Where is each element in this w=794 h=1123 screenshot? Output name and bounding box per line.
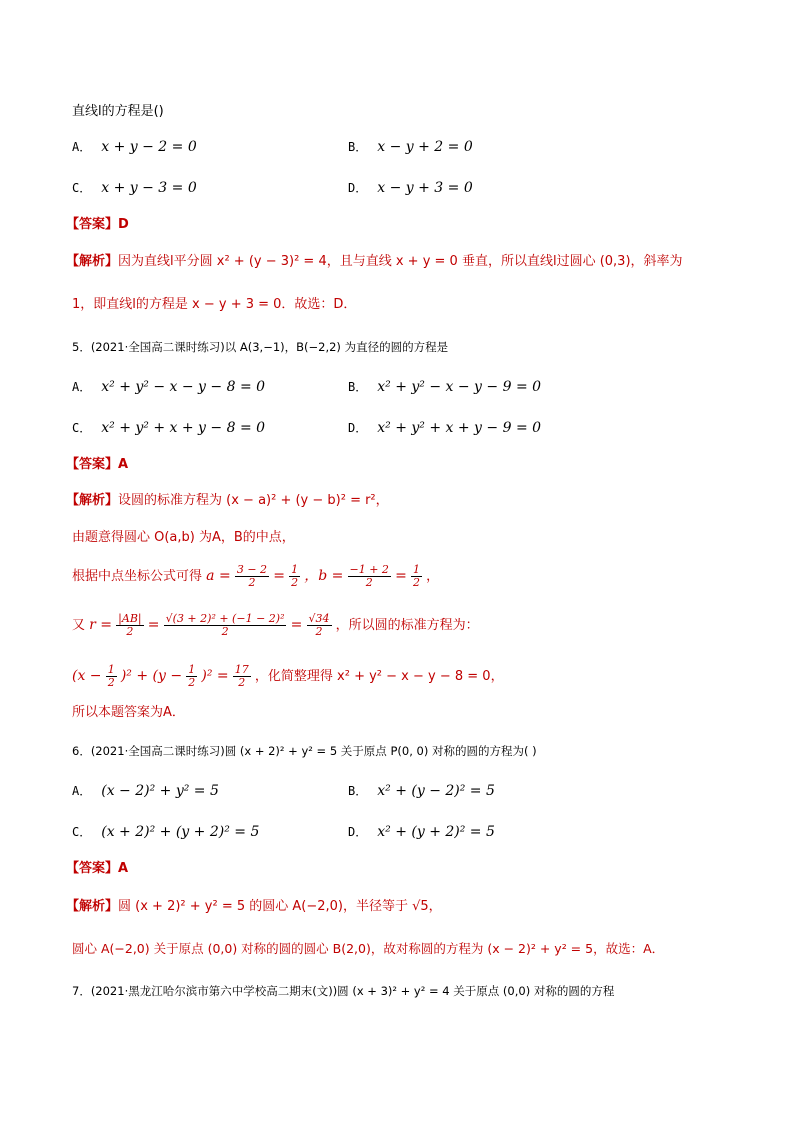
q5-line5-c: )² = [201, 668, 229, 684]
q5-line3-pre: 根据中点坐标公式可得 [72, 569, 203, 584]
q5-analysis-tag: 【解析】 [66, 493, 119, 508]
q5-line3-b: ，b = [304, 568, 344, 584]
q6-analysis-line2: 圆心 A(−2,0) 关于原点 (0,0) 对称的圆的圆心 B(2,0)，故对称圆的方程为 (x − 2)² + y² = 5，故选：A． [72, 941, 665, 956]
q4-analysis-tag: 【解析】 [66, 254, 119, 269]
q6-option-b[interactable] [348, 782, 495, 801]
q5-option-b[interactable] [348, 378, 541, 397]
q5-stem: 5．(2021·全国高二课时练习)以 A(3,−1)，B(−2,2) 为直径的圆的方程是 [72, 340, 449, 354]
q5-line4-eq1: = [147, 617, 160, 633]
q6-stem: 6．(2021·全国高二课时练习)圆 (x + 2)² + y² = 5 关于原点 P(0, 0) 对称的圆的方程为( ) [72, 744, 537, 758]
q5-line3-eq1: = [273, 568, 285, 584]
q4-option-a-label: A． [72, 140, 92, 154]
q6-option-d[interactable] [348, 823, 495, 842]
q6-option-c[interactable] [72, 823, 259, 842]
q5-option-a-label: A． [72, 380, 92, 394]
q6-option-b-expr: x² + (y − 2)² = 5 [377, 783, 495, 799]
q4-answer-value: D [118, 217, 129, 232]
q5-line5-frac2-num: 1 [188, 663, 196, 676]
q5-line3-frac4-den: 2 [412, 576, 420, 589]
q4-option-d-expr: x − y + 3 = 0 [377, 180, 473, 196]
q5-analysis-line3 [72, 561, 439, 592]
q4-option-c[interactable] [72, 179, 197, 198]
q5-line4-r: r = [89, 617, 113, 633]
q6-option-a-label: A． [72, 784, 92, 798]
q6-option-d-label: D． [348, 825, 368, 839]
q5-option-d-expr: x² + y² + x + y − 9 = 0 [377, 420, 542, 436]
q5-line4-frac3-den: 2 [315, 625, 323, 638]
q6-answer-tag: 【答案】 [66, 861, 119, 876]
q6-option-c-expr: (x + 2)² + (y + 2)² = 5 [101, 824, 260, 840]
q6-analysis-line1 [66, 898, 442, 916]
q5-option-a-expr: x² + y² − x − y − 8 = 0 [101, 379, 266, 395]
q4-option-b-label: B． [348, 140, 368, 154]
q6-option-b-label: B． [348, 784, 368, 798]
q4-option-a-expr: x + y − 2 = 0 [101, 139, 197, 155]
q6-analysis-tag: 【解析】 [66, 899, 119, 914]
q5-line5-b: )² + (y − [120, 668, 183, 684]
q4-analysis-line2: 1，即直线l的方程是 x − y + 3 = 0．故选：D． [72, 297, 357, 312]
q6-option-d-expr: x² + (y + 2)² = 5 [377, 824, 495, 840]
q5-line3-a: a = [206, 568, 231, 584]
q5-option-a[interactable] [72, 378, 265, 397]
q5-option-c[interactable] [72, 419, 265, 438]
q7-stem: 7．(2021·黑龙江哈尔滨市第六中学校高二期末(文))圆 (x + 3)² + y² = 4 关于原点 (0,0) 对称的圆的方程 [72, 984, 615, 998]
q5-line3-frac1-num: 3 − 2 [236, 563, 268, 576]
q5-line4-frac1 [116, 613, 143, 638]
q5-analysis-text1: 设圆的标准方程为 (x − a)² + (y − b)² = r²， [118, 493, 389, 508]
q5-line4-frac1-den: 2 [126, 625, 134, 638]
q5-line5-frac3-den: 2 [238, 676, 246, 689]
q5-line5-frac3 [233, 664, 251, 689]
q5-option-c-expr: x² + y² + x + y − 8 = 0 [101, 420, 266, 436]
q4-option-c-expr: x + y − 3 = 0 [101, 180, 197, 196]
q4-option-b[interactable] [348, 138, 473, 157]
q5-line4-pre: 又 [72, 618, 86, 633]
q5-analysis-line2: 由题意得圆心 O(a,b) 为A，B的中点， [72, 530, 295, 545]
q6-answer [66, 860, 128, 878]
q5-line3-frac4 [411, 564, 422, 589]
q5-line4-frac2 [164, 613, 287, 638]
q5-line3-frac3 [348, 564, 391, 589]
q5-answer-tag: 【答案】 [66, 457, 119, 472]
q5-line3-frac3-den: 2 [365, 576, 373, 589]
q5-analysis-line6: 所以本题答案为A． [72, 705, 185, 720]
q5-analysis-line4 [72, 609, 479, 642]
q5-line4-frac1-num: |AB| [118, 612, 142, 625]
q5-analysis-line5 [72, 661, 504, 692]
q5-line5-post: ，化简整理得 x² + y² − x − y − 8 = 0， [254, 669, 504, 684]
q5-line4-frac2-den: 2 [221, 625, 229, 638]
q5-line5-frac2-den: 2 [188, 676, 196, 689]
q5-option-d-label: D． [348, 421, 368, 435]
q5-line4-post: ，所以圆的标准方程为： [335, 618, 479, 633]
q5-line3-eq2: = [395, 568, 407, 584]
q5-line3-frac1 [235, 564, 269, 589]
q5-line3-frac4-num: 1 [412, 563, 420, 576]
q4-option-d[interactable] [348, 179, 473, 198]
q5-option-b-expr: x² + y² − x − y − 9 = 0 [377, 379, 542, 395]
q5-line3-frac2-den: 2 [291, 576, 299, 589]
q5-option-b-label: B． [348, 380, 368, 394]
q4-option-a[interactable] [72, 138, 197, 157]
q5-analysis-line1 [66, 492, 389, 510]
q4-analysis-text1: 因为直线l平分圆 x² + (y − 3)² = 4，且与直线 x + y = 0 垂直，所以直线l过圆心 (0,3)，斜率为 [118, 254, 683, 269]
q6-option-a-expr: (x − 2)² + y² = 5 [101, 783, 219, 799]
q5-line3-end: ， [426, 569, 440, 584]
q5-answer [66, 456, 128, 474]
q6-option-a[interactable] [72, 782, 219, 801]
q4-option-d-label: D． [348, 181, 368, 195]
q4-stem: 直线l的方程是() [72, 104, 164, 119]
q5-line5-frac1-num: 1 [107, 663, 115, 676]
q5-line5-frac2 [186, 664, 197, 689]
q5-option-d[interactable] [348, 419, 541, 438]
q5-line3-frac1-den: 2 [248, 576, 256, 589]
q5-line3-frac3-num: −1 + 2 [349, 563, 389, 576]
q4-option-c-label: C． [72, 181, 92, 195]
q5-line4-eq2: = [290, 617, 303, 633]
q5-line5-a: (x − [72, 668, 102, 684]
q4-analysis-line1 [66, 253, 683, 271]
q6-analysis-text1: 圆 (x + 2)² + y² = 5 的圆心 A(−2,0)，半径等于 √5， [118, 899, 442, 914]
q5-line3-frac2 [289, 564, 300, 589]
q6-option-c-label: C． [72, 825, 92, 839]
q5-line4-frac3-num: √34 [308, 612, 330, 625]
q6-answer-value: A [118, 861, 129, 876]
q5-answer-value: A [118, 457, 129, 472]
q4-option-b-expr: x − y + 2 = 0 [377, 139, 473, 155]
q5-line4-frac3 [307, 613, 332, 638]
q5-line5-frac3-num: 17 [234, 663, 249, 676]
q4-answer-tag: 【答案】 [66, 217, 119, 232]
q5-option-c-label: C． [72, 421, 92, 435]
q5-line4-frac2-num: √(3 + 2)² + (−1 − 2)² [165, 612, 285, 625]
q4-answer [66, 216, 129, 234]
q5-line5-frac1 [106, 664, 117, 689]
q5-line5-frac1-den: 2 [107, 676, 115, 689]
q5-line3-frac2-num: 1 [291, 563, 299, 576]
